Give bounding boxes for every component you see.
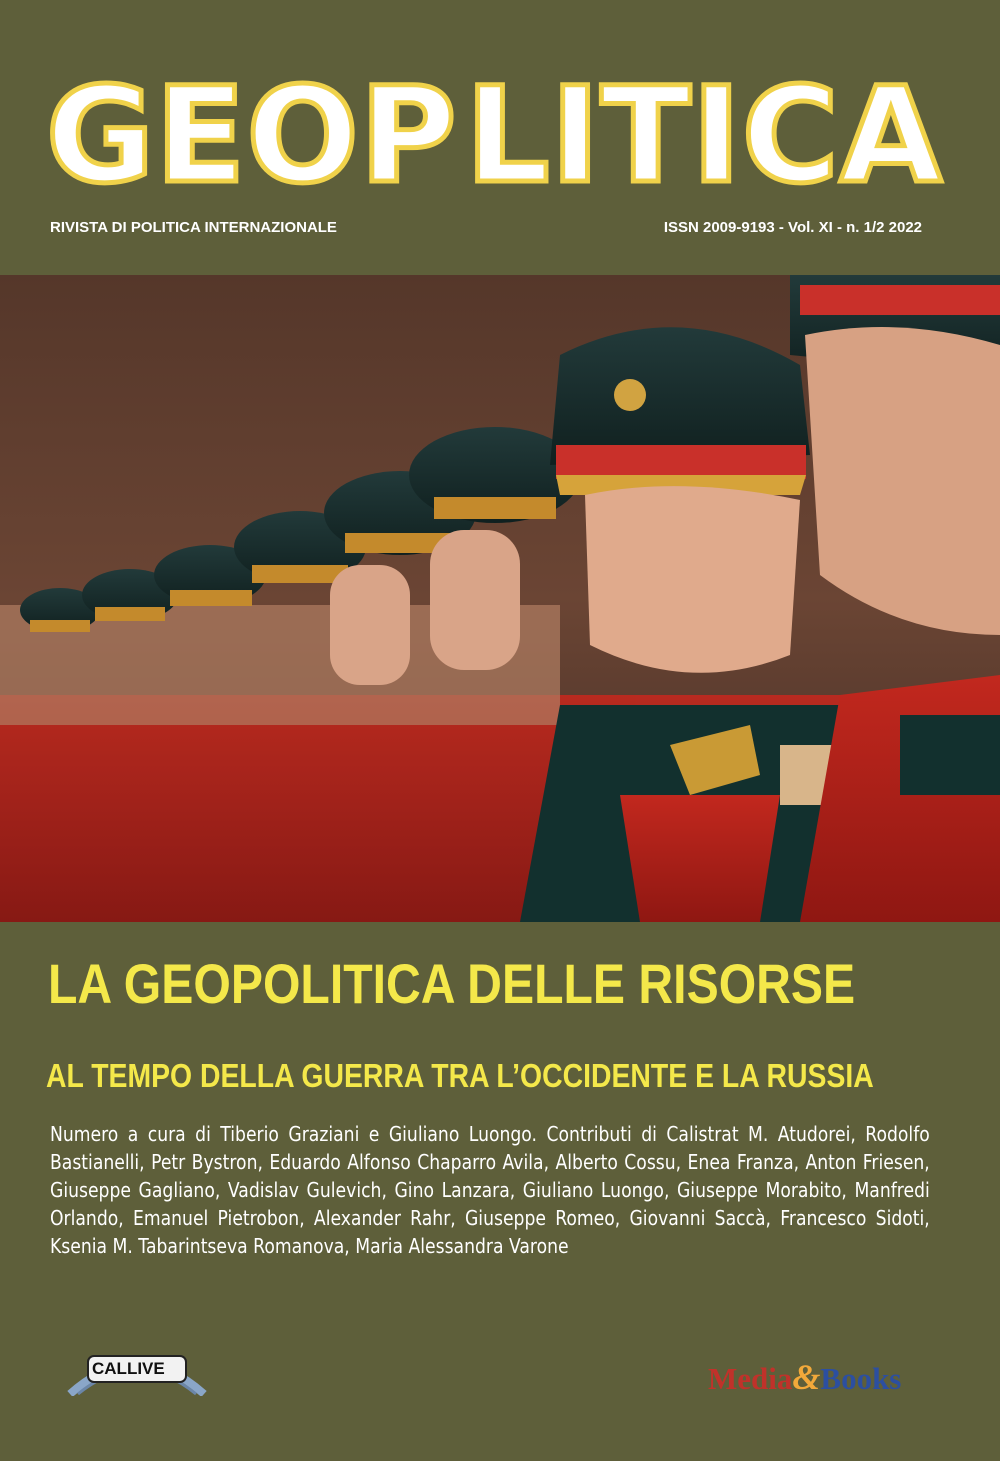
- masthead: [0, 0, 1000, 275]
- contributors-text: Numero a cura di Tiberio Graziani e Giuliano Luongo. Contributi di Calistrat M. Atudorei, Rodolfo Bastianelli, Petr Bystron, Eduardo Alfonso Chaparro Avila, Alberto Cossu, Enea Franza, Anton Friesen, Giuseppe Gagliano, Vadislav Gulevich, Gino Lanzara, Giuliano Luongo, Giuseppe Morabito, Manfredi Orlando, Emanuel Pietrobon, Alexander Rahr, Giuseppe Romeo, Giovanni Saccà, Francesco Sidoti, Ksenia M. Tabarintseva Romanova, Maria Alessandra Varone: [50, 1122, 930, 1258]
- soldiers-photo-illustration: [0, 275, 1000, 922]
- publisher-logo: [708, 1356, 901, 1398]
- tagline: RIVISTA DI POLITICA INTERNAZIONALE: [50, 219, 337, 236]
- callive-logo-text: CALLIVE: [92, 1359, 165, 1378]
- cover-headline: LA GEOPOLITICA DELLE RISORSE: [48, 952, 856, 1015]
- cover-subheadline: AL TEMPO DELLA GUERRA TRA L’OCCIDENTE E LA RUSSIA: [46, 1057, 874, 1094]
- title-left: GEOP: [46, 59, 458, 213]
- issue-info: ISSN 2009-9193 - Vol. XI - n. 1/2 2022: [663, 219, 922, 236]
- cover-photo: [0, 275, 1000, 922]
- publisher-books: Books: [820, 1361, 902, 1396]
- publisher-media: Media: [708, 1361, 793, 1396]
- title-right: LITICA: [465, 59, 943, 213]
- magazine-title: [46, 59, 943, 213]
- publisher-amp: &: [792, 1357, 821, 1397]
